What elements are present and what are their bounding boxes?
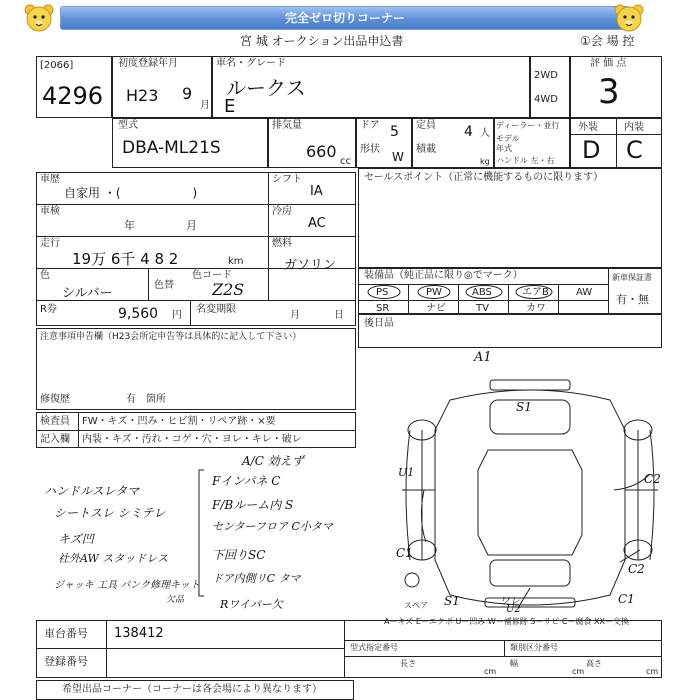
color-label: 色 [40, 270, 50, 281]
note-left-6: 欠品 [166, 595, 185, 605]
dim-length: 長さ [400, 659, 416, 668]
car-name: ルークス [226, 76, 306, 100]
model-label: 型式 [118, 120, 138, 131]
equip-pw: PW [426, 287, 442, 298]
sales-box [358, 168, 662, 268]
mark-s1-top: S1 [516, 400, 532, 414]
seats-label: 定員 [416, 120, 436, 131]
sales-label: セールスポイント（正常に機能するものに限ります） [364, 172, 604, 183]
shape-value: W [392, 150, 404, 164]
color-change-label: 色替 [154, 280, 174, 291]
note-right-5: ドア内側リC タマ [212, 572, 301, 585]
mark-c2-low: C2 [628, 562, 645, 576]
int-label: 内装 [624, 122, 644, 133]
notes-label: 注意事項申告欄（H23会所定申告等は具体的に記入して下さい） [40, 332, 302, 342]
diagram-legend: A－キズ E－エクボ U－凹み W－補修跡 S－サビ C－腐食 XX－交換 [384, 617, 630, 626]
note-left-4: 社外AW スタッドレス [58, 552, 168, 565]
mark-s1-bottom: S1 [444, 594, 460, 608]
color-code-label: 色コード [192, 270, 232, 281]
spare-label: スペア [404, 601, 428, 610]
lot-code: [2066] [40, 60, 74, 71]
dim-height-unit: cm [646, 667, 659, 676]
mark-c1-left: C1 [396, 546, 413, 560]
reg-month-unit: 月 [200, 100, 210, 111]
ext-grade: D [582, 136, 601, 164]
reg-era: H23 [126, 86, 159, 105]
venue-title: 宮 城 オークション出品申込書 [240, 34, 404, 48]
reg-number-label: 登録番号 [44, 655, 88, 668]
mark-u1: U1 [398, 466, 415, 479]
car-grade: E [224, 96, 236, 117]
history-label: 車歴 [40, 174, 60, 185]
recycle-unit: 円 [172, 310, 182, 321]
mark-c1-right: C1 [618, 592, 635, 606]
cc-label: 排気量 [272, 120, 302, 131]
equip-sr: SR [376, 303, 390, 314]
request-label: 希望出品コーナー（コーナーは各会場により異なります） [62, 684, 322, 695]
mascot-left-icon [22, 2, 56, 36]
mileage-value: 19万 6千 4 8 2 [72, 250, 179, 268]
dim-height: 高さ [586, 659, 602, 668]
note-left-5: ジャッキ 工具 パンク修理キット [54, 580, 200, 591]
reg-field-type: 型式指定番号 [350, 643, 398, 652]
reg-label: 初度登録年月 [118, 58, 178, 69]
note-right-4: 下回りSC [212, 548, 266, 562]
new-car-value: 有・無 [616, 293, 649, 306]
ext-label: 外装 [578, 122, 598, 133]
equip-aw: AW [576, 287, 593, 298]
mascot-right-icon [612, 2, 646, 36]
entry-label: 記入欄 [40, 434, 70, 445]
mark-a1: A1 [474, 350, 492, 365]
dim-width: 幅 [510, 659, 518, 668]
cc-unit: cc [340, 156, 351, 167]
reg-field-class: 類別区分番号 [510, 643, 558, 652]
drive-4wd: 4WD [534, 94, 558, 105]
recycle-label: R券 [40, 304, 57, 315]
name-label: 車名・グレード [216, 58, 286, 69]
transfer-day: 日 [334, 310, 344, 321]
door-value: 5 [390, 124, 399, 140]
banner-title: 完全ゼロ切りコーナー [60, 6, 630, 30]
transfer-label: 名変期限 [196, 304, 236, 315]
model-label2: モデル [496, 134, 520, 143]
note-left-3: キズ凹 [58, 532, 94, 546]
inspection-month: 月 [186, 219, 197, 232]
drive-box [530, 56, 570, 118]
seats-unit: 人 [480, 128, 490, 139]
equip-label: 装備品（純正品に限り◎でマーク） [364, 270, 523, 281]
color-value: シルバー [62, 286, 113, 301]
fuel-label: 燃料 [272, 238, 292, 249]
equip-navi: ナビ [426, 303, 446, 314]
note-left-2: シートスレ シミテレ [54, 506, 166, 520]
fuel-value: ガソリン [284, 258, 337, 273]
entry-items: 内装・キズ・汚れ・コゲ・穴・ヨレ・キレ・破レ [82, 434, 302, 445]
note-right-2: F/Bルーム内 S [212, 498, 294, 512]
mileage-label: 走行 [40, 238, 60, 249]
mark-crack: ワレ [500, 596, 520, 607]
equip-leather: カワ [526, 303, 546, 314]
shift-value: IA [310, 184, 323, 199]
equip-tv: TV [476, 303, 489, 314]
cc-value: 660 [306, 142, 337, 161]
aircon-label: 冷房 [272, 206, 292, 217]
aircon-value: AC [308, 216, 326, 231]
postcard-box [358, 314, 662, 348]
dealer-label: ディーラー・並行 [496, 121, 560, 130]
inspector-label: 検査員 [40, 416, 70, 427]
note-right-6: Rワイパー欠 [220, 598, 283, 611]
dim-width-unit: cm [572, 667, 585, 676]
postcard-label: 後日品 [364, 318, 394, 329]
model-value: DBA-ML21S [122, 138, 221, 158]
score-value: 3 [598, 72, 620, 112]
inspector-items: FW・キズ・凹み・ヒビ割・リペア跡・×要 [82, 416, 276, 427]
inspection-year: 年 [124, 219, 135, 232]
note-right-3: センターフロア C小タマ [212, 520, 333, 533]
handle-label: ハンドル 左・右 [496, 156, 555, 165]
lot-number: 4296 [42, 82, 104, 110]
inspection-label: 車検 [40, 206, 60, 217]
seats-value: 4 [464, 124, 473, 140]
score-label: 評 価 点 [590, 58, 627, 69]
equip-circles-icon [358, 284, 558, 300]
drive-2wd: 2WD [534, 70, 558, 81]
door-label: ドア [360, 120, 380, 131]
dim-length-unit: cm [484, 667, 497, 676]
mileage-unit: km [228, 256, 244, 267]
repair-label: 修復歴 [40, 394, 70, 405]
equip-ps: PS [376, 287, 389, 298]
recycle-value: 9,560 [118, 306, 159, 322]
load-label: 積載 [416, 144, 436, 155]
mark-u2: U2 [506, 604, 521, 615]
mark-c2-right: C2 [644, 472, 661, 486]
new-car-label: 新車保証書 [612, 273, 652, 282]
history-value: 自家用 ・( ) [64, 186, 198, 200]
int-grade: C [626, 136, 643, 164]
chassis-label: 車台番号 [44, 627, 88, 640]
note-right-1: Fインパネ C [212, 474, 281, 488]
model-year-label: 年式 [496, 144, 512, 153]
venue-mark: ①会 場 控 [580, 34, 635, 48]
color-code-value: Z2S [212, 280, 245, 299]
equip-abs: ABS [472, 287, 492, 298]
shift-label: シフト [272, 174, 302, 185]
load-unit: kg [480, 157, 490, 166]
note-left-1: ハンドルスレタマ [44, 484, 140, 498]
chassis-value: 138412 [114, 626, 164, 641]
transfer-month: 月 [290, 310, 300, 321]
shape-label: 形状 [360, 144, 380, 155]
equip-airbag: エアB [522, 287, 549, 298]
reg-month: 9 [182, 84, 193, 103]
note-aircon: A/C 効えず [242, 454, 304, 468]
repair-value: 有 箇所 [126, 394, 166, 405]
